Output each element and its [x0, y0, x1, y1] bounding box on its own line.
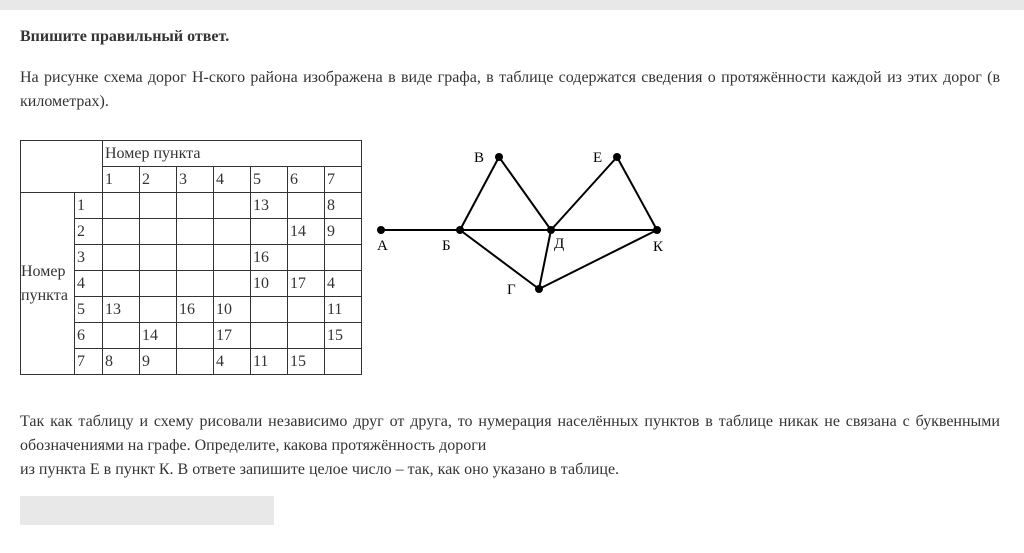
distance-cell	[140, 297, 177, 323]
graph-edge-b-v	[460, 157, 499, 230]
distance-cell	[140, 193, 177, 219]
row-number: 2	[75, 219, 103, 245]
intro-text: На рисунке схема дорог Н-ского района изображена в виде графа, в таблице содержатся сведения о протяжённости каждой из этих дорог (в километрах).	[20, 69, 1000, 110]
road-graph	[370, 140, 690, 310]
distance-cell: 8	[325, 193, 362, 219]
question-line-1: Так как таблицу и схему рисовали независимо друг от друга, то нумерация населённых пунктов в таблице никак не связана с буквенными обозначениями на графе. Определите, какова протяжённость дороги	[20, 413, 1000, 454]
column-number: 6	[288, 167, 325, 193]
distance-cell: 8	[103, 349, 140, 375]
distance-cell: 15	[288, 349, 325, 375]
graph-edge-d-e	[551, 157, 617, 230]
distance-cell	[214, 219, 251, 245]
distance-cell	[325, 349, 362, 375]
distance-table	[20, 140, 362, 375]
distance-cell	[177, 323, 214, 349]
graph-node-g	[535, 285, 543, 293]
distance-cell: 16	[251, 245, 288, 271]
graph-node-d	[547, 226, 555, 234]
graph-edge-v-d	[499, 157, 551, 230]
graph-node-e	[613, 153, 621, 161]
distance-cell	[288, 323, 325, 349]
row-number: 4	[75, 271, 103, 297]
answer-input[interactable]	[20, 496, 274, 525]
distance-cell	[177, 193, 214, 219]
graph-node-v	[495, 153, 503, 161]
distance-cell	[288, 245, 325, 271]
distance-cell: 13	[251, 193, 288, 219]
distance-cell	[214, 193, 251, 219]
distance-cell	[288, 297, 325, 323]
distance-cell: 14	[140, 323, 177, 349]
distance-cell: 11	[251, 349, 288, 375]
table-row	[21, 193, 362, 219]
distance-cell: 16	[177, 297, 214, 323]
graph-edge-b-g	[460, 230, 539, 289]
row-number: 6	[75, 323, 103, 349]
question-line-2: из пункта Е в пункт К. В ответе запишите целое число – так, как оно указано в таблице.	[20, 461, 620, 478]
distance-cell	[103, 245, 140, 271]
column-header-title: Номер пункта	[103, 141, 362, 167]
graph-edge-d-g	[539, 230, 551, 289]
instruction-heading: Впишите правильный ответ.	[20, 28, 230, 45]
distance-cell	[103, 271, 140, 297]
graph-node-label: В	[474, 150, 485, 166]
distance-cell	[325, 245, 362, 271]
distance-cell: 9	[140, 349, 177, 375]
graph-node-k	[653, 226, 661, 234]
graph-edge-e-k	[617, 157, 657, 230]
question-text	[20, 410, 1000, 482]
graph-node-label: А	[377, 238, 388, 254]
table-header-row	[21, 141, 362, 167]
distance-cell: 4	[325, 271, 362, 297]
distance-cell	[140, 245, 177, 271]
distance-cell	[140, 271, 177, 297]
graph-node-label: Б	[442, 238, 451, 254]
graph-node-b	[456, 226, 464, 234]
column-number: 7	[325, 167, 362, 193]
distance-cell	[288, 193, 325, 219]
distance-cell: 14	[288, 219, 325, 245]
distance-cell: 13	[103, 297, 140, 323]
graph-node-label: Е	[593, 150, 603, 166]
column-number: 5	[251, 167, 288, 193]
distance-cell	[177, 349, 214, 375]
graph-node-a	[377, 226, 385, 234]
row-number: 5	[75, 297, 103, 323]
distance-cell: 4	[214, 349, 251, 375]
column-number: 1	[103, 167, 140, 193]
distance-cell	[177, 219, 214, 245]
column-number: 4	[214, 167, 251, 193]
row-number: 1	[75, 193, 103, 219]
distance-cell	[251, 323, 288, 349]
distance-cell: 17	[214, 323, 251, 349]
row-number: 7	[75, 349, 103, 375]
distance-cell: 11	[325, 297, 362, 323]
table-corner-cell	[21, 141, 103, 193]
distance-cell	[103, 193, 140, 219]
row-number: 3	[75, 245, 103, 271]
distance-cell	[177, 271, 214, 297]
distance-cell: 10	[214, 297, 251, 323]
graph-node-label: К	[653, 239, 664, 255]
distance-cell	[103, 323, 140, 349]
distance-cell: 17	[288, 271, 325, 297]
distance-cell	[140, 219, 177, 245]
distance-cell: 10	[251, 271, 288, 297]
column-number: 3	[177, 167, 214, 193]
distance-cell: 9	[325, 219, 362, 245]
distance-cell	[251, 219, 288, 245]
top-bar	[0, 0, 1024, 10]
row-header-title: Номер пункта	[21, 193, 75, 375]
distance-cell	[251, 297, 288, 323]
distance-cell	[177, 245, 214, 271]
graph-node-label: Г	[507, 282, 516, 298]
distance-cell	[103, 219, 140, 245]
distance-cell	[214, 271, 251, 297]
graph-node-label: Д	[554, 236, 565, 252]
column-number: 2	[140, 167, 177, 193]
distance-cell: 15	[325, 323, 362, 349]
distance-cell	[214, 245, 251, 271]
